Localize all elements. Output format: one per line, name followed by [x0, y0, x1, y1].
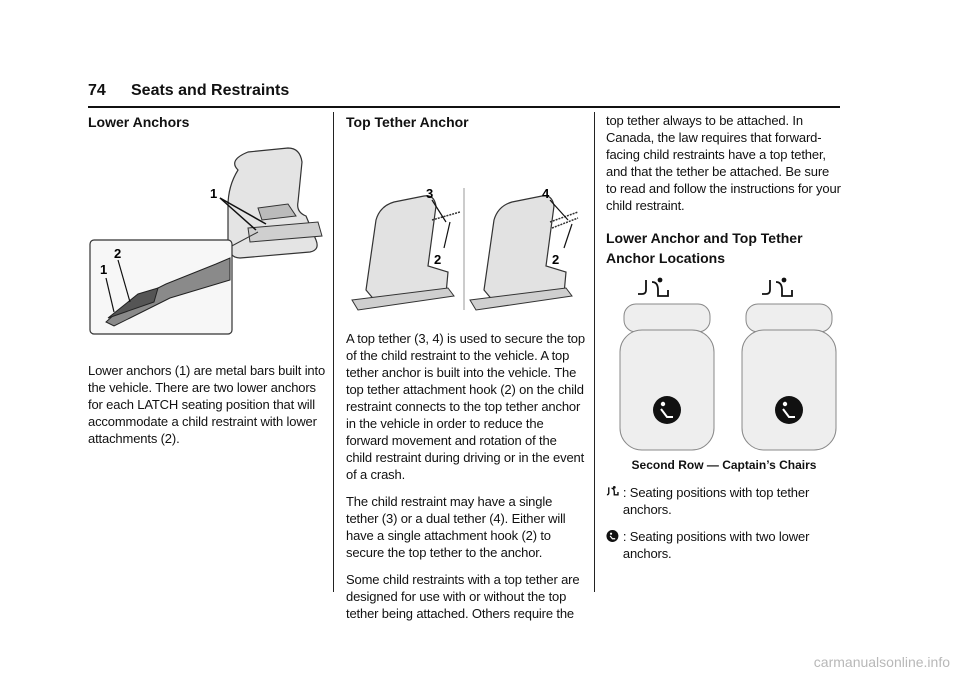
heading-lower-anchors: Lower Anchors: [88, 114, 190, 130]
legend-text: : Seating positions with top tether anchors.: [622, 485, 810, 517]
paragraph: The child restraint may have a single tether (3) or a dual tether (4). Either will have a single attachment hook (2) to secure the top tether to the anchor.: [346, 494, 566, 560]
paragraph: A top tether (3, 4) is used to secure the top of the child restraint to the vehicle. A top tether anchor is built into the vehicle. The top tether attachment hook (2) on the child restraint connects to the top tether anchor in the vehicle in order to reduce the forward movement and rotation of the child restraint during driving or in the event of a crash.: [346, 331, 585, 482]
callout-label: 1: [100, 262, 108, 277]
legend-item-tether: [606, 484, 842, 518]
captains-chairs-diagram: [606, 276, 842, 452]
column-top-tether: [346, 112, 586, 632]
callout-label: 2: [434, 252, 442, 267]
section-title: Seats and Restraints: [131, 82, 290, 99]
legend-text: : Seating positions with two lower anchors.: [622, 529, 810, 561]
paragraph: top tether always to be attached. In Canada, the law requires that forward-facing child restraints have a top tether, and that the tether be attached. Be sure to read and follow the instructions for your child restraint.: [606, 113, 841, 213]
seat-right: [742, 304, 836, 450]
lower-anchor-icon: [606, 529, 619, 543]
top-tether-illustration: [346, 140, 586, 330]
callout-label: 2: [552, 252, 560, 267]
column-divider: [333, 112, 334, 592]
callout-label: 4: [542, 186, 550, 201]
lower-anchors-illustration: [88, 140, 330, 340]
callout-label: 2: [114, 246, 122, 261]
paragraph: Some child restraints with a top tether are designed for use with or without the top tether being attached. Others require the: [346, 572, 580, 621]
column-anchor-locations: [606, 112, 842, 572]
seat-left: [620, 304, 714, 450]
paragraph: Lower anchors (1) are metal bars built into the vehicle. There are two lower anchors for each LATCH seating position that will accommodate a child restraint with lower attachments (2).: [88, 363, 326, 446]
page-number: 74: [88, 82, 106, 99]
legend-item-lower: [606, 528, 842, 562]
column-lower-anchors: [88, 112, 330, 457]
callout-label: 3: [426, 186, 434, 201]
column-divider: [594, 112, 595, 592]
tether-anchor-icon: [606, 485, 619, 499]
tether-anchor-icon: [638, 278, 668, 296]
watermark: carmanualsonline.info: [813, 654, 950, 670]
heading-top-tether: Top Tether Anchor: [346, 114, 469, 130]
figure-caption: Second Row — Captain’s Chairs: [631, 458, 817, 472]
heading-anchor-locations: Lower Anchor and Top Tether Anchor Locations: [606, 230, 803, 266]
page-header: [88, 82, 840, 108]
callout-label: 1: [210, 186, 218, 201]
tether-anchor-icon: [762, 278, 792, 296]
